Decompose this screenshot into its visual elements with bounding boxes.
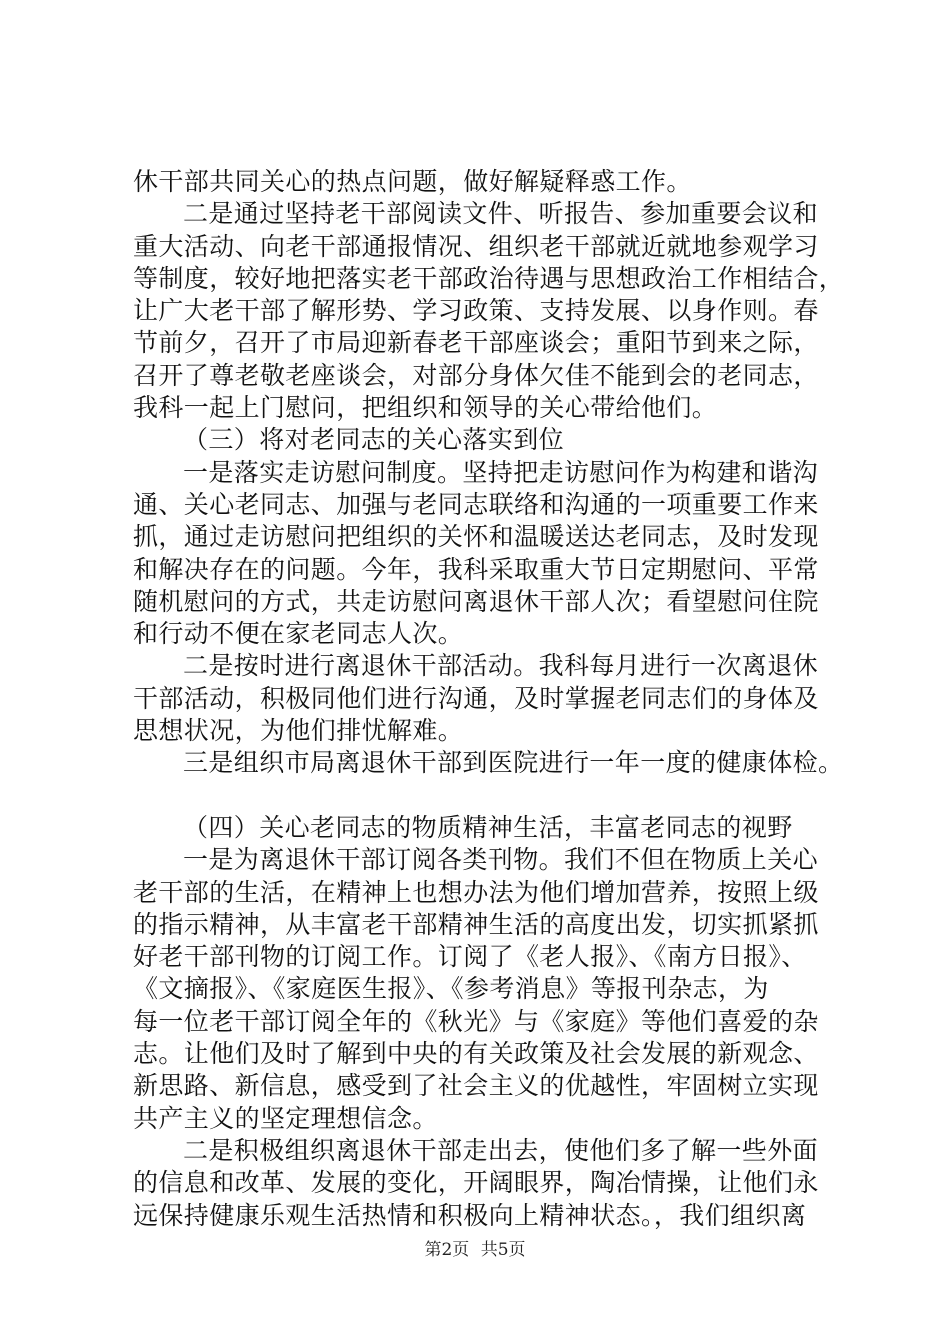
- text-line: 抓，通过走访慰问把组织的关怀和温暖送达老同志，及时发现: [133, 522, 819, 552]
- text-line: 一是落实走访慰问制度。坚持把走访慰问作为构建和谐沟: [183, 457, 819, 487]
- text-line: 节前夕，召开了市局迎新春老干部座谈会；重阳节到来之际，: [133, 328, 819, 358]
- text-line: （三）将对老同志的关心落实到位: [183, 425, 565, 455]
- text-line: 每一位老干部订阅全年的《秋光》与《家庭》等他们喜爱的杂: [133, 1006, 819, 1036]
- document-body: [133, 166, 845, 1232]
- text-line: 好老干部刊物的订阅工作。订阅了《老人报》、《南方日报》、: [133, 942, 807, 972]
- text-line: 我科一起上门慰问，把组织和领导的关心带给他们。: [133, 393, 718, 423]
- text-line: （四）关心老同志的物质精神生活，丰富老同志的视野: [183, 812, 793, 842]
- text-line: 的信息和改革、发展的变化，开阔眼界，陶冶情操，让他们永: [133, 1168, 819, 1198]
- page-footer: [0, 1239, 950, 1261]
- text-line: 三是组织市局离退休干部到医院进行一年一度的健康体检。: [183, 748, 844, 778]
- text-line: 召开了尊老敬老座谈会，对部分身体欠佳不能到会的老同志，: [133, 360, 819, 390]
- text-line: 志。让他们及时了解到中央的有关政策及社会发展的新观念、: [133, 1039, 819, 1069]
- text-line: 老干部的生活，在精神上也想办法为他们增加营养，按照上级: [133, 877, 819, 907]
- text-line: 二是按时进行离退休干部活动。我科每月进行一次离退休: [183, 651, 819, 681]
- page-total: 共5页: [480, 1240, 526, 1260]
- text-line: 通、关心老同志、加强与老同志联络和沟通的一项重要工作来: [133, 489, 819, 519]
- text-line: 休干部共同关心的热点问题，做好解疑释惑工作。: [133, 167, 692, 196]
- text-line: 让广大老干部了解形势、学习政策、支持发展、以身作则。春: [133, 296, 819, 326]
- text-line: 远保持健康乐观生活热情和积极向上精神状态。，我们组织离: [133, 1200, 807, 1230]
- text-line: 共产主义的坚定理想信念。: [133, 1103, 438, 1133]
- text-line: 重大活动、向老干部通报情况、组织老干部就近就地参观学习: [133, 231, 819, 261]
- text-line: 《文摘报》、《家庭医生报》、《参考消息》等报刊杂志，为: [133, 974, 769, 1004]
- blank-line: [133, 780, 838, 812]
- text-line: 思想状况，为他们排忧解难。: [133, 716, 464, 746]
- text-line: 二是积极组织离退休干部走出去，使他们多了解一些外面: [183, 1135, 819, 1165]
- text-line: 的指示精神，从丰富老干部精神生活的高度出发，切实抓紧抓: [133, 909, 819, 939]
- text-line: 等制度，较好地把落实老干部政治待遇与思想政治工作相结合，: [133, 263, 845, 293]
- page-number: 第2页: [424, 1240, 470, 1260]
- text-line: 和解决存在的问题。今年，我科采取重大节日定期慰问、平常: [133, 554, 819, 584]
- text-line: 随机慰问的方式，共走访慰问离退休干部人次；看望慰问住院: [133, 586, 819, 616]
- text-line: 和行动不便在家老同志人次。: [133, 619, 464, 649]
- text-line: 干部活动，积极同他们进行沟通，及时掌握老同志们的身体及: [133, 683, 819, 713]
- text-line: 新思路、新信息，感受到了社会主义的优越性，牢固树立实现: [133, 1071, 819, 1101]
- text-line: 一是为离退休干部订阅各类刊物。我们不但在物质上关心: [183, 845, 819, 875]
- text-line: 二是通过坚持老干部阅读文件、听报告、参加重要会议和: [183, 199, 819, 229]
